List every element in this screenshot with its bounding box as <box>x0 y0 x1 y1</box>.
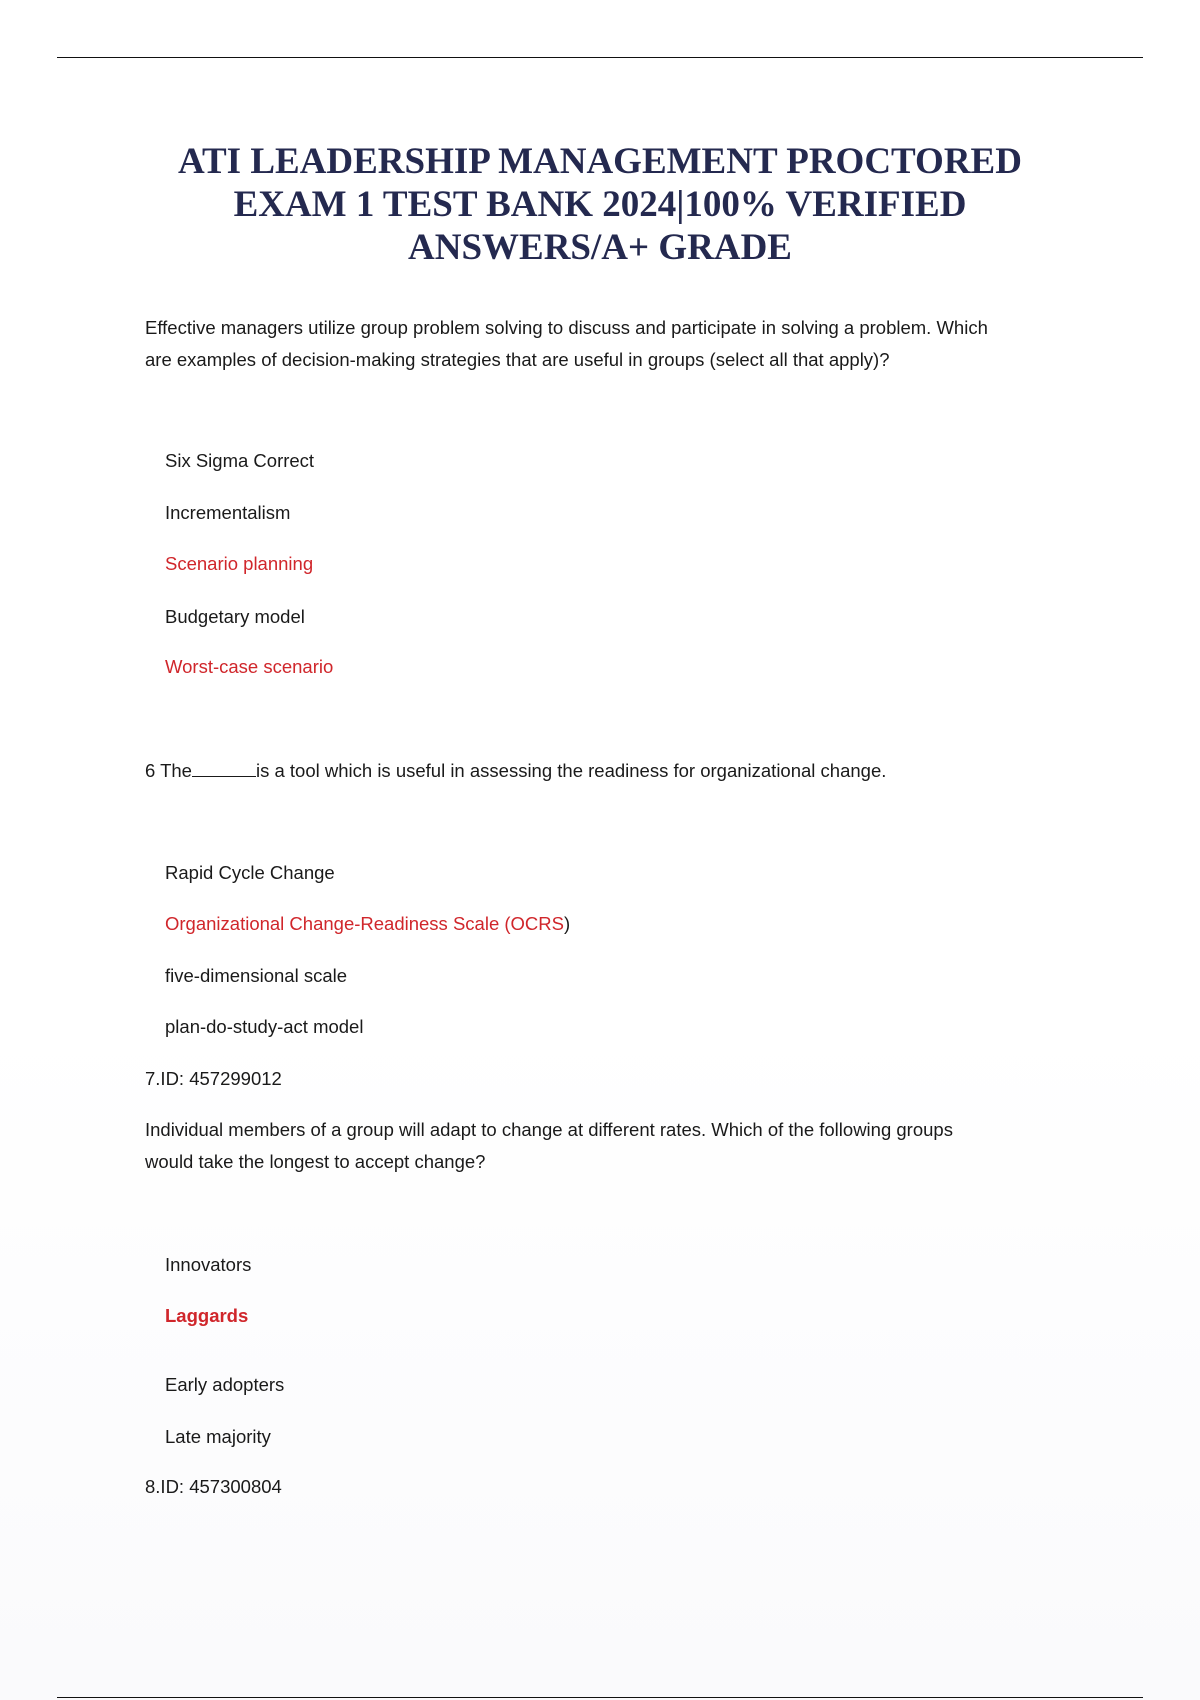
q2-option-1: Rapid Cycle Change <box>165 862 335 883</box>
question-2-text <box>145 755 886 787</box>
footer-rule <box>57 1697 1143 1698</box>
q2-option-4: plan-do-study-act model <box>165 1016 364 1037</box>
q2-option-2-tail: ) <box>563 913 571 934</box>
q1-option-5-correct: Worst-case scenario <box>165 656 334 677</box>
question-1-line-2: are examples of decision-making strategies that are useful in groups (select all that apply)? <box>145 349 890 370</box>
q1-option-3-correct: Scenario planning <box>165 553 314 574</box>
header-rule <box>57 57 1143 58</box>
q2-option-2-correct <box>165 911 570 937</box>
title-line-2: EXAM 1 TEST BANK 2024|100% VERIFIED <box>233 184 967 225</box>
question-3-line-1: Individual members of a group will adapt to change at different rates. Which of the following groups <box>145 1119 953 1140</box>
question-4-id: 8.ID: 457300804 <box>145 1476 282 1497</box>
title-line-1: ATI LEADERSHIP MANAGEMENT PROCTORED <box>178 141 1022 182</box>
question-1-line-1: Effective managers utilize group problem solving to discuss and participate in solving a problem. Which <box>145 317 988 338</box>
question-2-suffix: is a tool which is useful in assessing the readiness for organizational change. <box>255 760 887 781</box>
q3-option-3: Early adopters <box>165 1374 285 1395</box>
q1-option-1: Six Sigma Correct <box>165 450 315 471</box>
question-1-text <box>145 312 988 376</box>
question-3-line-2: would take the longest to accept change? <box>145 1151 486 1172</box>
q2-option-2-label: Organizational Change-Readiness Scale (OCRS <box>165 913 564 934</box>
q1-option-2: Incrementalism <box>165 502 291 523</box>
document-title <box>120 140 1080 269</box>
title-line-3: ANSWERS/A+ GRADE <box>408 227 792 268</box>
question-3-text <box>145 1114 953 1178</box>
q3-option-1: Innovators <box>165 1254 252 1275</box>
q3-option-2-correct: Laggards <box>165 1305 249 1326</box>
question-2-prefix: 6 The <box>145 760 192 781</box>
fill-in-blank <box>192 758 256 777</box>
question-3-id: 7.ID: 457299012 <box>145 1068 282 1089</box>
q2-option-3: five-dimensional scale <box>165 965 348 986</box>
q1-option-4: Budgetary model <box>165 606 305 627</box>
q3-option-4: Late majority <box>165 1426 271 1447</box>
